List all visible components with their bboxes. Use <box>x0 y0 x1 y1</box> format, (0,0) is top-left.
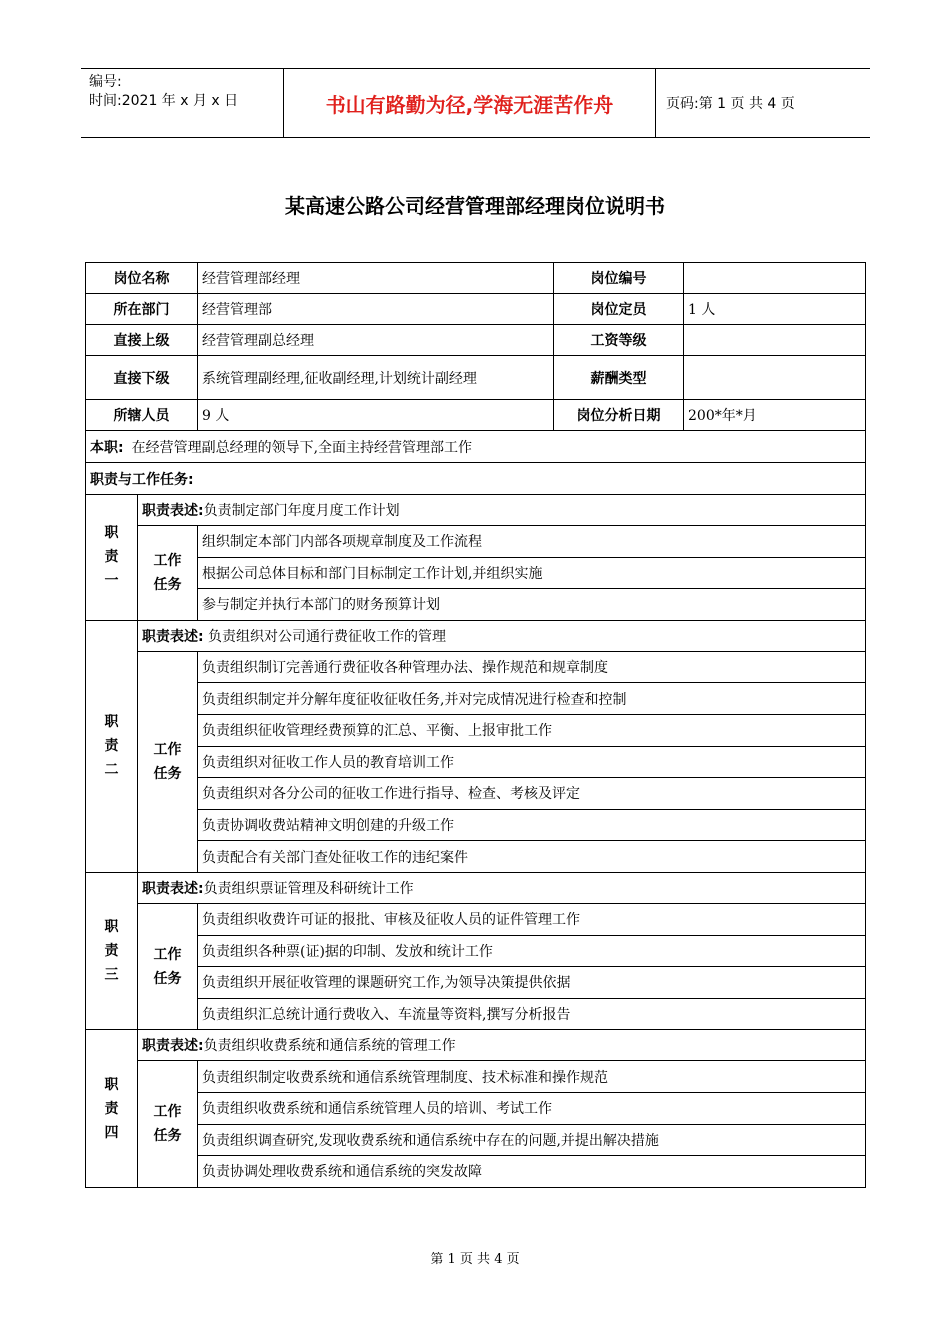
task-item: 负责组织制定收费系统和通信系统管理制度、技术标准和操作规范 <box>198 1061 866 1093</box>
task-label-text: 工作 任务 <box>153 1104 182 1144</box>
page-info: 页码:第 1 页 共 4 页 <box>666 96 795 112</box>
task-item: 组织制定本部门内部各项规章制度及工作流程 <box>198 526 866 558</box>
info-label: 岗位定员 <box>554 294 684 325</box>
task-row <box>86 778 866 810</box>
number-label: 编号: <box>89 74 122 90</box>
job-description-table <box>85 262 866 1188</box>
info-label: 薪酬类型 <box>554 356 684 400</box>
info-label: 岗位分析日期 <box>554 400 684 431</box>
header-meta <box>81 69 283 137</box>
duty-name <box>86 1030 138 1187</box>
task-row <box>86 526 866 558</box>
task-row <box>86 967 866 999</box>
task-row <box>86 841 866 873</box>
task-row <box>86 1156 866 1188</box>
duty-statement <box>138 620 866 651</box>
task-row <box>86 1124 866 1156</box>
role-label: 本职: <box>90 439 124 456</box>
task-row <box>86 714 866 746</box>
task-row <box>86 998 866 1030</box>
task-label-text: 工作 任务 <box>153 552 182 593</box>
duty-statement-label: 职责表述: <box>142 880 204 897</box>
duty-statement <box>138 872 866 903</box>
duty-name-text: 职 责 二 <box>104 714 119 779</box>
task-label <box>138 651 198 872</box>
info-value: 200*年*月 <box>684 400 866 431</box>
task-label <box>138 526 198 621</box>
task-item: 负责组织对征收工作人员的教育培训工作 <box>198 746 866 778</box>
info-row <box>86 263 866 294</box>
task-item: 负责协调收费站精神文明创建的升级工作 <box>198 809 866 841</box>
task-item: 负责组织对各分公司的征收工作进行指导、检查、考核及评定 <box>198 778 866 810</box>
duty-statement-text: 负责组织收费系统和通信系统的管理工作 <box>203 1038 456 1055</box>
info-value: 经营管理副总经理 <box>198 325 554 356</box>
duty-statement <box>138 1030 866 1061</box>
duty-statement-text: 负责制定部门年度月度工作计划 <box>203 503 400 519</box>
duty-name <box>86 495 138 621</box>
task-row <box>86 651 866 683</box>
info-label: 直接下级 <box>86 356 198 400</box>
role-row <box>86 431 866 463</box>
info-label: 直接上级 <box>86 325 198 356</box>
task-item: 负责组织调查研究,发现收费系统和通信系统中存在的问题,并提出解决措施 <box>198 1124 866 1156</box>
task-label-text: 工作 任务 <box>153 741 182 782</box>
page-header <box>81 68 870 138</box>
duty-statement-text: 负责组织票证管理及科研统计工作 <box>203 880 414 897</box>
info-label: 岗位编号 <box>554 263 684 294</box>
page-footer: 第 1 页 共 4 页 <box>430 1252 520 1267</box>
duties-header <box>86 463 866 495</box>
task-item: 负责组织制订完善通行费征收各种管理办法、操作规范和规章制度 <box>198 651 866 683</box>
task-row <box>86 683 866 715</box>
motto: 书山有路勤为径,学海无涯苦作舟 <box>283 69 656 137</box>
task-label-text: 工作 任务 <box>153 946 182 987</box>
info-row <box>86 325 866 356</box>
task-row <box>86 809 866 841</box>
task-item: 负责协调处理收费系统和通信系统的突发故障 <box>198 1156 866 1188</box>
info-label: 所在部门 <box>86 294 198 325</box>
task-item: 参与制定并执行本部门的财务预算计划 <box>198 589 866 621</box>
duty-statement <box>138 495 866 526</box>
info-value <box>684 356 866 400</box>
info-value: 9 人 <box>198 400 554 431</box>
task-item: 负责组织收费系统和通信系统管理人员的培训、考试工作 <box>198 1092 866 1124</box>
duty-statement-text: 负责组织对公司通行费征收工作的管理 <box>203 628 447 645</box>
task-item: 负责组织征收管理经费预算的汇总、平衡、上报审批工作 <box>198 714 866 746</box>
info-label: 岗位名称 <box>86 263 198 294</box>
info-value: 经营管理部经理 <box>198 263 554 294</box>
task-item: 负责组织开展征收管理的课题研究工作,为领导决策提供依据 <box>198 967 866 999</box>
task-item: 负责组织制定并分解年度征收征收任务,并对完成情况进行检查和控制 <box>198 683 866 715</box>
info-value <box>684 325 866 356</box>
info-value: 经营管理部 <box>198 294 554 325</box>
duties-header-label: 职责与工作任务: <box>90 471 194 488</box>
duty-name-text: 职 责 三 <box>104 919 119 984</box>
document-title: 某高速公路公司经营管理部经理岗位说明书 <box>285 194 665 218</box>
duty-statement-label: 职责表述: <box>142 628 204 645</box>
task-item: 负责组织收费许可证的报批、审核及征收人员的证件管理工作 <box>198 903 866 935</box>
task-row <box>86 935 866 967</box>
task-item: 负责组织汇总统计通行费收入、车流量等资料,撰写分析报告 <box>198 998 866 1030</box>
duty-statement-label: 职责表述: <box>142 503 204 519</box>
task-row <box>86 903 866 935</box>
info-row <box>86 400 866 431</box>
task-row <box>86 1092 866 1124</box>
info-row <box>86 356 866 400</box>
info-value: 1 人 <box>684 294 866 325</box>
task-row <box>86 557 866 589</box>
info-value <box>684 263 866 294</box>
task-label <box>138 1061 198 1187</box>
info-row <box>86 294 866 325</box>
duty-name <box>86 872 138 1029</box>
task-label <box>138 903 198 1029</box>
info-label: 工资等级 <box>554 325 684 356</box>
role-text: 在经营管理副总经理的领导下,全面主持经营管理部工作 <box>131 439 473 456</box>
task-row <box>86 589 866 621</box>
info-label: 所辖人员 <box>86 400 198 431</box>
task-row <box>86 746 866 778</box>
duty-name-text: 职 责 一 <box>104 525 119 590</box>
time-label: 时间:2021 年 x 月 x 日 <box>89 93 239 109</box>
duty-name <box>86 620 138 872</box>
task-item: 负责组织各种票(证)据的印制、发放和统计工作 <box>198 935 866 967</box>
duty-name-text: 职 责 四 <box>104 1076 119 1141</box>
duty-statement-label: 职责表述: <box>142 1038 204 1055</box>
info-value: 系统管理副经理,征收副经理,计划统计副经理 <box>198 356 554 400</box>
task-item: 根据公司总体目标和部门目标制定工作计划,并组织实施 <box>198 557 866 589</box>
task-row <box>86 1061 866 1093</box>
task-item: 负责配合有关部门查处征收工作的违纪案件 <box>198 841 866 873</box>
